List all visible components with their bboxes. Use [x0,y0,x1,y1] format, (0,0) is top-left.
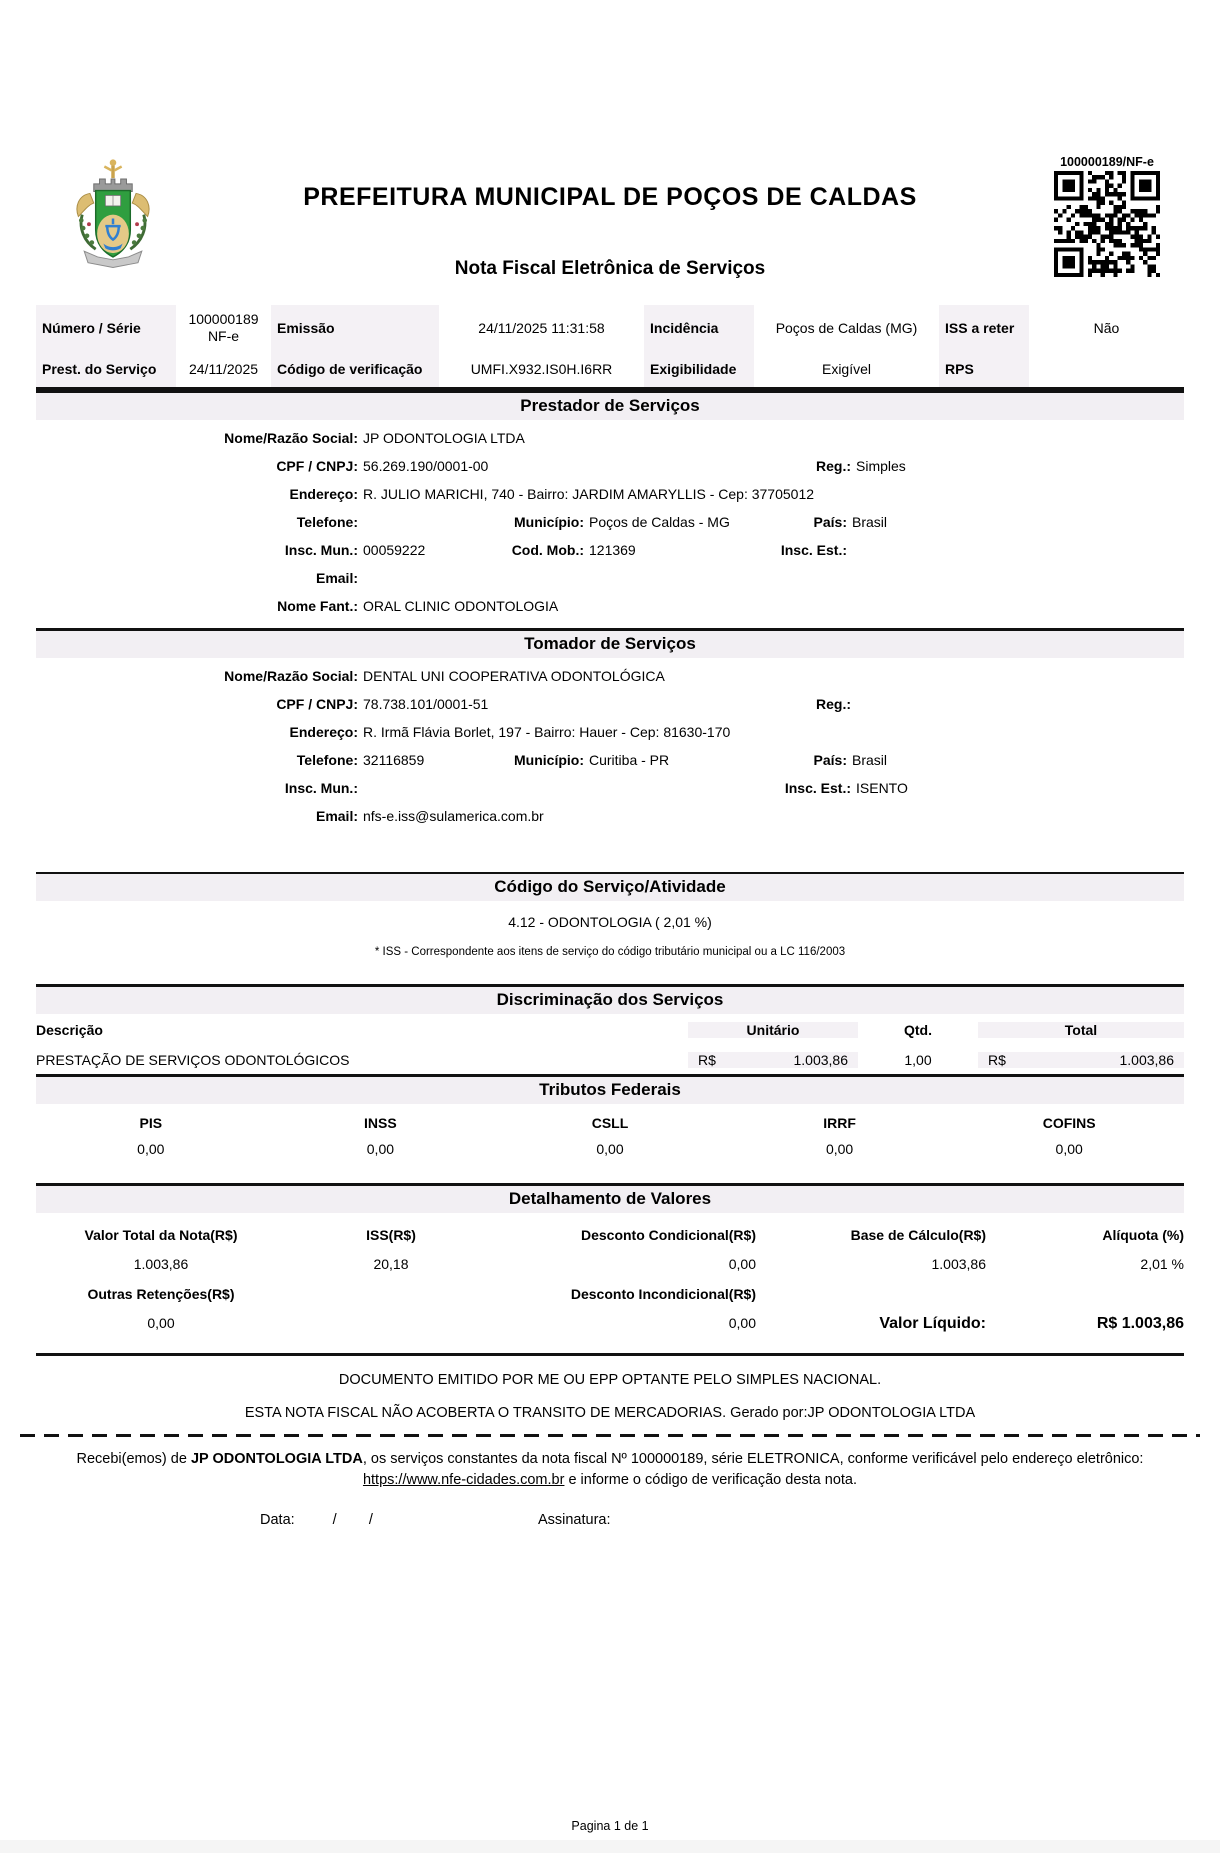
tomador-email-row [36,802,1184,830]
page-title: PREFEITURA MUNICIPAL DE POÇOS DE CALDAS [303,183,917,211]
aliquota-value: 2,01 % [1140,1256,1184,1272]
prest-servico-label: Prest. do Serviço [36,351,176,387]
service-description: PRESTAÇÃO DE SERVIÇOS ODONTOLÓGICOS [36,1051,350,1068]
receipt-suffix: , os serviços constantes da nota fiscal Nº 100000189, série ELETRONICA, conforme verificável pelo endereço eletrônico: [362,1451,1144,1467]
page-number: Pagina 1 de 1 [571,1819,649,1833]
valores-labels-row-1 [36,1227,1184,1243]
col-header-qtd: Qtd. [904,1021,932,1038]
col-header-total: Total [978,1022,1184,1038]
document-subtitle: Nota Fiscal Eletrônica de Serviços [454,258,766,279]
signature-label: Assinatura: [537,1512,611,1529]
pais-label: País: [813,752,847,768]
prestador-cnpj-row [36,452,1184,480]
csll-label: CSLL [591,1115,629,1131]
verification-link-suffix: e informe o código de verificação desta nota. [564,1472,858,1489]
endereco-value: R. JULIO MARICHI, 740 - Bairro: JARDIM AMARYLLIS - Cep: 37705012 [363,486,815,502]
tomador-section [36,662,1184,830]
cnpj-value: 56.269.190/0001-00 [363,458,489,474]
date-blank-slashes: / / [332,1512,373,1529]
date-label: Data: [260,1512,295,1529]
prestador-razao-row [36,424,1184,452]
prestador-endereco-row [36,480,1184,508]
prestador-section [36,424,1184,628]
section-header-tomador: Tomador de Serviços [36,628,1184,658]
irrf-label: IRRF [823,1115,856,1131]
desconto-condicional-label: Desconto Condicional(R$) [580,1227,756,1243]
iss-a-reter-label: ISS a reter [939,305,1029,351]
qr-label: 100000189/NF-e [1060,155,1154,169]
bottom-strip [0,1840,1220,1853]
endereco-label: Endereço: [289,724,358,740]
base-calculo-label: Base de Cálculo(R$) [850,1227,986,1243]
endereco-value: R. Irmã Flávia Borlet, 197 - Bairro: Hauer - Cep: 81630-170 [363,724,731,740]
insc-mun-value: 00059222 [363,542,426,558]
service-quantity: 1,00 [904,1051,932,1068]
serie-value: NF-e [207,328,240,344]
date-signature-row [260,1512,1184,1528]
section-header-discriminacao: Discriminação dos Serviços [36,984,1184,1014]
cnpj-label: CPF / CNPJ: [276,696,358,712]
desconto-condicional-value: 0,00 [728,1256,756,1272]
endereco-label: Endereço: [289,486,358,502]
currency-symbol: R$ [698,1051,716,1068]
tributos-values-row [36,1141,1184,1157]
municipio-label: Município: [514,514,584,530]
prestador-nome-fant-row [36,592,1184,620]
receipt-company-name: JP ODONTOLOGIA LTDA [190,1451,363,1467]
tomador-cnpj-row [36,690,1184,718]
valores-labels-row-2 [36,1286,1184,1302]
aliquota-label: Alíquota (%) [1102,1227,1184,1243]
email-value: nfs-e.iss@sulamerica.com.br [363,808,544,824]
cod-mob-label: Cod. Mob.: [511,542,584,558]
reg-label: Reg.: [816,458,851,474]
numero-serie-value [176,305,271,351]
prest-servico-value: 24/11/2025 [188,361,259,377]
cofins-value: 0,00 [1055,1141,1083,1157]
col-header-descricao: Descrição [36,1021,103,1038]
valor-liquido-label: Valor Líquido: [879,1315,986,1332]
valor-total-label: Valor Total da Nota(R$) [84,1227,238,1243]
outras-retencoes-value: 0,00 [147,1315,175,1331]
tomador-razao-row [36,662,1184,690]
razao-label: Nome/Razão Social: [224,668,358,684]
cofins-label: COFINS [1042,1115,1096,1131]
insc-est-label: Insc. Est.: [780,542,847,558]
tomador-inscricoes-row [36,774,1184,802]
section-header-prestador: Prestador de Serviços [36,390,1184,420]
razao-value: JP ODONTOLOGIA LTDA [363,430,525,446]
cod-mob-value: 121369 [589,542,636,558]
tear-off-dashed-divider [20,1434,1200,1437]
insc-mun-label: Insc. Mun.: [284,780,358,796]
insc-mun-label: Insc. Mun.: [284,542,358,558]
valor-total-value: 1.003,86 [133,1256,189,1272]
services-table-header [36,1014,1184,1045]
inss-label: INSS [364,1115,397,1131]
iss-note: * ISS - Correspondente aos itens de serviço do código tributário municipal ou a LC 116/2003 [374,946,846,958]
pais-value: Brasil [852,514,888,530]
valor-liquido-value: R$ 1.003,86 [1096,1315,1184,1332]
nome-fant-label: Nome Fant.: [277,598,358,614]
pais-value: Brasil [852,752,888,768]
reg-value: Simples [856,458,906,474]
emissao-value: 24/11/2025 11:31:58 [478,320,605,336]
tributos-labels-row [36,1115,1184,1131]
rps-label: RPS [939,351,1029,387]
razao-value: DENTAL UNI COOPERATIVA ODONTOLÓGICA [363,668,665,684]
table-row [36,1045,1184,1074]
invoice-header [0,0,1220,305]
iss-label: ISS(R$) [366,1227,416,1243]
prestador-email-row [36,564,1184,592]
unit-price-value: 1.003,86 [793,1051,848,1068]
incidencia-label: Incidência [644,305,754,351]
email-label: Email: [315,808,358,824]
services-table [36,1014,1184,1074]
tomador-telefone-row [36,746,1184,774]
exigibilidade-value: Exigível [821,361,872,377]
rps-value [1029,351,1184,387]
transito-mercadorias-message: ESTA NOTA FISCAL NÃO ACOBERTA O TRANSITO DE MERCADORIAS. Gerado por:JP ODONTOLOGIA LTDA [244,1405,976,1421]
currency-symbol: R$ [988,1051,1006,1068]
inss-value: 0,00 [366,1141,395,1157]
razao-label: Nome/Razão Social: [224,430,358,446]
telefone-label: Telefone: [296,752,358,768]
pis-label: PIS [139,1115,163,1131]
tomador-endereco-row [36,718,1184,746]
numero-serie-label: Número / Série [36,305,176,351]
verification-link-line [0,1472,1220,1488]
total-value: 1.003,86 [1119,1051,1174,1068]
valores-values-row-1 [36,1256,1184,1272]
iss-a-reter-value: Não [1093,320,1120,336]
municipio-value: Curitiba - PR [589,752,670,768]
exigibilidade-label: Exigibilidade [644,351,754,387]
numero-value: 100000189 [188,311,259,328]
prestador-telefone-row [36,508,1184,536]
municipio-value: Poços de Caldas - MG [589,514,730,530]
insc-est-label: Insc. Est.: [784,780,851,796]
receipt-prefix: Recebi(emos) de [76,1451,191,1467]
desconto-incondicional-value: 0,00 [728,1315,756,1331]
valores-section [36,1227,1184,1356]
service-total [978,1052,1184,1068]
col-header-unitario: Unitário [688,1022,858,1038]
simples-nacional-message: DOCUMENTO EMITIDO POR ME OU EPP OPTANTE PELO SIMPLES NACIONAL. [338,1372,882,1388]
telefone-value: 32116859 [363,752,425,768]
section-header-detalhamento: Detalhamento de Valores [36,1183,1184,1213]
nome-fant-value: ORAL CLINIC ODONTOLOGIA [363,598,559,614]
email-label: Email: [315,570,358,586]
section-header-tributos: Tributos Federais [36,1074,1184,1104]
qr-block [1051,155,1163,277]
reg-label: Reg.: [816,696,851,712]
base-calculo-value: 1.003,86 [931,1256,986,1272]
service-unit-price [688,1052,858,1068]
irrf-value: 0,00 [825,1141,854,1157]
cod-verificacao-label: Código de verificação [271,351,439,387]
qr-code-icon [1054,171,1160,277]
prestador-inscricoes-row [36,536,1184,564]
iss-value: 20,18 [373,1256,409,1272]
invoice-meta-grid [36,305,1184,390]
valores-values-row-2 [36,1315,1184,1333]
cod-verificacao-value: UMFI.X932.IS0H.I6RR [470,361,613,377]
outras-retencoes-label: Outras Retenções(R$) [87,1286,235,1302]
pais-label: País: [813,514,847,530]
codigo-servico-value: 4.12 - ODONTOLOGIA ( 2,01 %) [508,914,712,930]
csll-value: 0,00 [596,1141,624,1157]
verification-link[interactable]: https://www.nfe-cidades.com.br [362,1472,565,1489]
telefone-label: Telefone: [296,514,358,530]
municipio-label: Município: [514,752,584,768]
cnpj-label: CPF / CNPJ: [276,458,358,474]
desconto-incondicional-label: Desconto Incondicional(R$) [570,1286,756,1302]
section-header-codigo-servico: Código do Serviço/Atividade [36,872,1184,901]
incidencia-value: Poços de Caldas (MG) [775,320,918,336]
cnpj-value: 78.738.101/0001-51 [363,696,489,712]
emissao-label: Emissão [271,305,439,351]
insc-est-value: ISENTO [856,780,908,796]
receipt-statement [40,1449,1180,1470]
pis-value: 0,00 [137,1141,165,1157]
